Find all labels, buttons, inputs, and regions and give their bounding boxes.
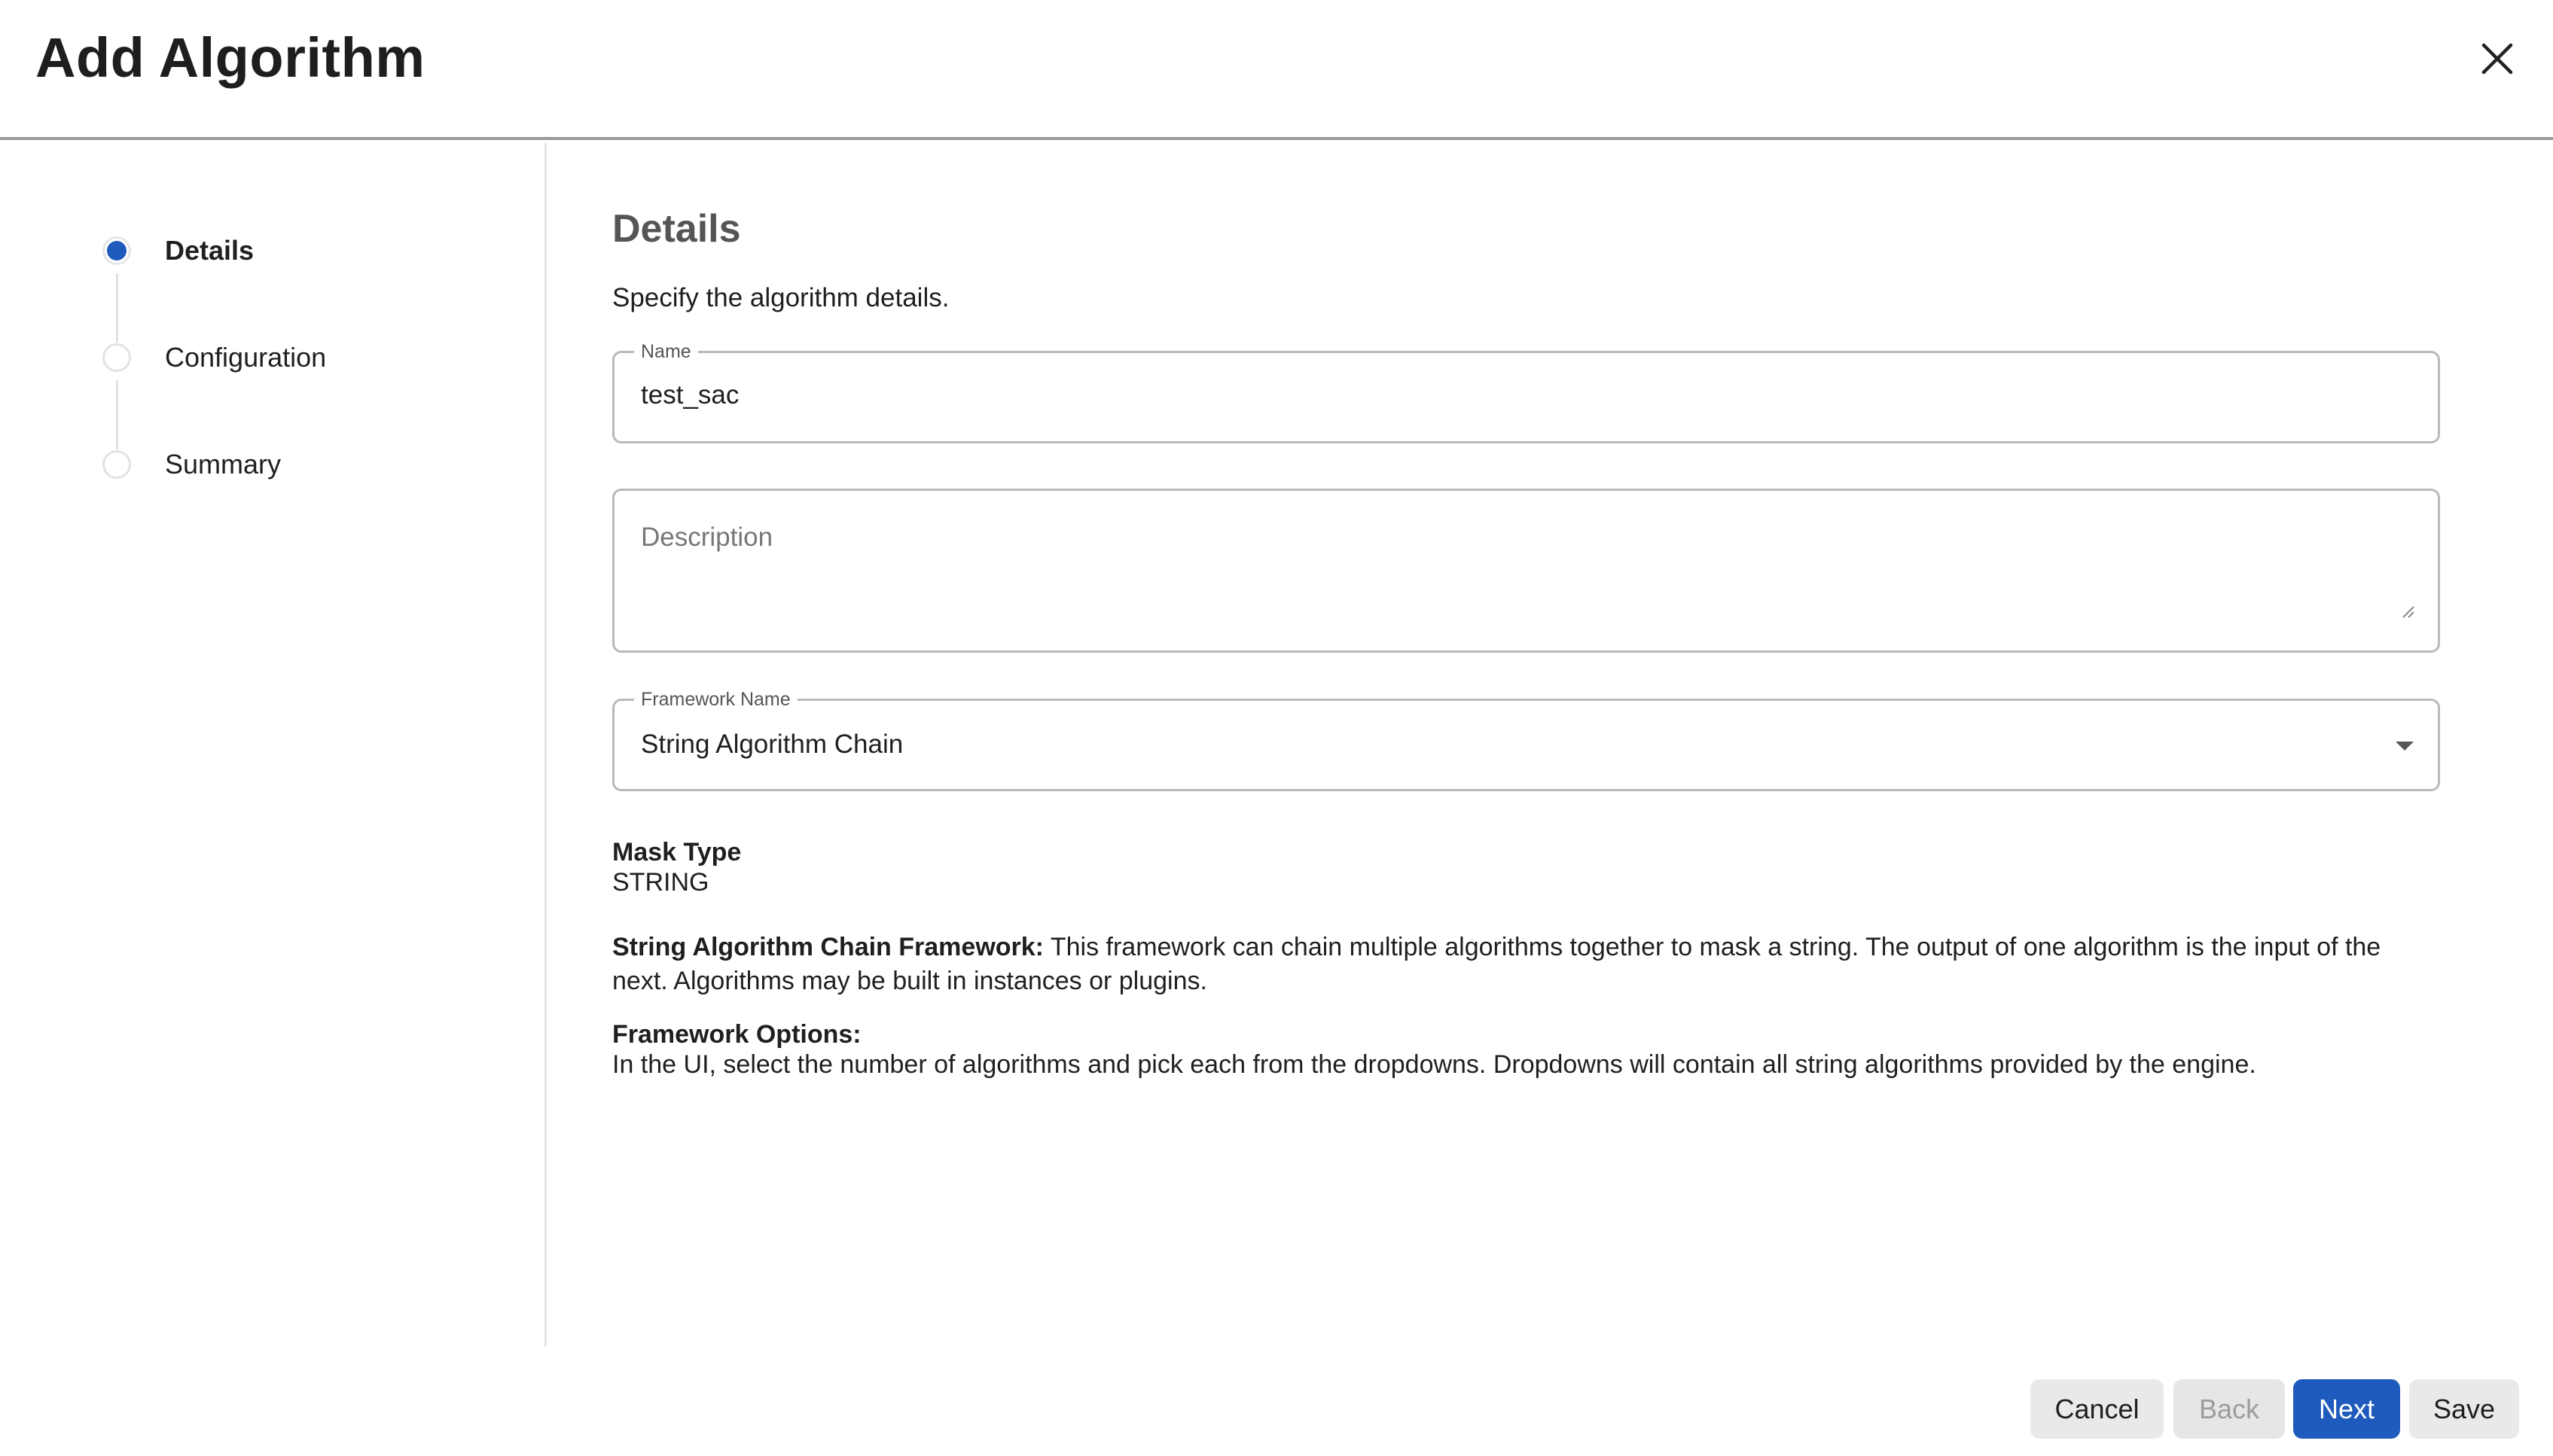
description-field[interactable] <box>612 489 2440 653</box>
description-placeholder: Description <box>641 522 773 552</box>
framework-info-label: String Algorithm Chain Framework: <box>612 933 1045 961</box>
framework-name-select[interactable] <box>612 689 2440 791</box>
step-configuration[interactable] <box>102 335 326 380</box>
step-dot-icon <box>102 450 131 479</box>
chevron-down-icon <box>2396 742 2414 751</box>
step-active-dot-icon <box>102 236 131 265</box>
step-label: Summary <box>165 449 282 480</box>
section-description: Specify the algorithm details. <box>612 283 950 312</box>
mask-type-label: Mask Type <box>612 838 742 867</box>
step-details[interactable] <box>102 228 254 273</box>
back-button[interactable]: Back <box>2173 1379 2285 1439</box>
framework-name-label: Framework Name <box>634 689 798 711</box>
dialog-title: Add Algorithm <box>35 26 426 89</box>
framework-name-value: String Algorithm Chain <box>641 730 904 759</box>
name-field-label: Name <box>634 341 698 363</box>
resize-handle-icon[interactable] <box>2400 604 2415 619</box>
framework-options-label: Framework Options: <box>612 1020 862 1049</box>
name-field[interactable] <box>612 341 2440 443</box>
save-button[interactable]: Save <box>2409 1379 2519 1439</box>
name-field-value: test_sac <box>641 380 740 410</box>
close-icon <box>2475 36 2520 81</box>
cancel-button[interactable]: Cancel <box>2030 1379 2164 1439</box>
framework-info-text: This framework can chain multiple algorithms together to mask a string. The output of one algorithm is the input of the next. Algorithms may be built in instances or plugins. <box>612 933 2381 995</box>
step-connector <box>116 380 118 449</box>
stepper-sidebar <box>0 143 547 1346</box>
framework-info <box>612 931 2442 998</box>
framework-options-text: In the UI, select the number of algorithms and pick each from the dropdowns. Dropdowns will contain all string algorithms provided by the engine. <box>612 1050 2256 1079</box>
next-button[interactable]: Next <box>2293 1379 2400 1439</box>
close-button[interactable] <box>2475 36 2520 81</box>
step-summary[interactable] <box>102 442 281 487</box>
mask-type-value: STRING <box>612 868 709 897</box>
step-label: Details <box>165 235 255 266</box>
step-label: Configuration <box>165 342 327 373</box>
step-dot-icon <box>102 343 131 372</box>
step-connector <box>116 273 118 343</box>
section-title: Details <box>612 207 741 251</box>
dialog-header <box>0 0 2553 140</box>
